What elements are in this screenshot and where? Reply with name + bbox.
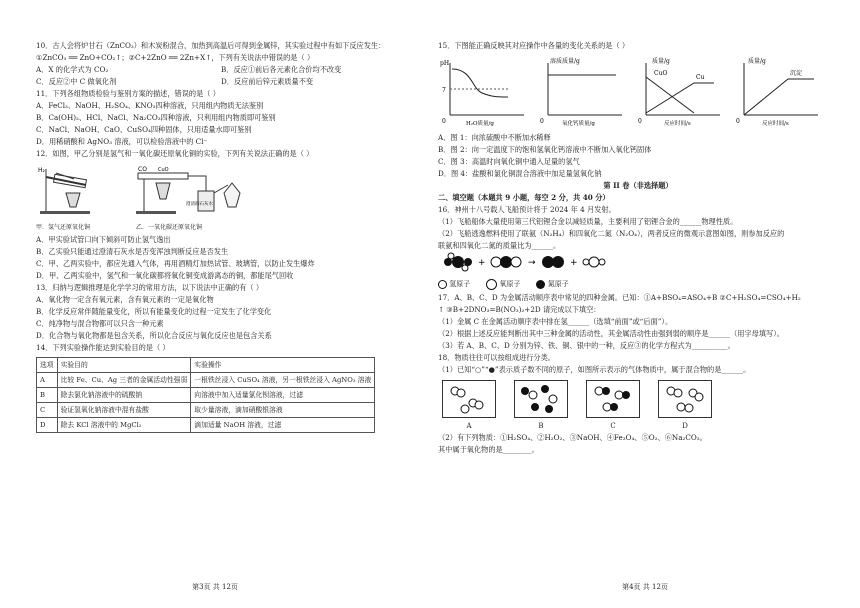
q10-a: A．X 的化学式为 CO₂ (36, 65, 109, 74)
table-header-row (37, 358, 375, 373)
q12-figures (36, 163, 406, 219)
q13-a: A．氧化物一定含有氧元素，含有氧元素的一定是氧化物 (36, 295, 214, 304)
legend-o-label: 氧原子 (499, 280, 521, 288)
q16-stem: 16．神州十八号载人飞船预计将于 2024 年 4 月发射。 (438, 205, 616, 214)
fig-limewater-label: 澄清的石灰水 (186, 202, 213, 207)
g1-seven: 7 (442, 87, 446, 94)
legend-h (438, 278, 470, 290)
table-row (37, 373, 375, 388)
q11-b: B．Ca(OH)₂、HCl、NaCl、Na₂CO₃四种溶液，只利用组内物质即可鉴别 (36, 113, 276, 122)
caption-h2: 甲．氢气还原氧化铜 (36, 224, 91, 231)
g2-ylabel: 溶质质量/g (550, 58, 580, 65)
q16-s3: 联氨和四氧化二氮的质量比为______。 (438, 241, 561, 250)
table-cell: 取少量溶液，滴加硝酸银溶液 (191, 403, 375, 418)
q11-stem: 11．下列各组物质检验与鉴别方案的描述，错误的是（ ） (36, 89, 220, 98)
q10-c: C．反应②中 C 做氧化剂 (36, 77, 117, 86)
q14-stem: 14．下列实验操作能达到实验目的是（ ） (36, 343, 170, 352)
g4-precipitate: 沉淀 (790, 70, 803, 77)
table-header: 选项 (37, 358, 58, 373)
table-header: 实验操作 (191, 358, 375, 373)
fig-cuo-label: CuO (158, 167, 169, 173)
table-cell: 一根铁丝浸入 CuSO₄ 溶液，另一根铁丝浸入 AgNO₃ 溶液 (191, 373, 375, 388)
q15-d: D．图 4：盐酸和氯化铜混合溶液中加足量氢氧化钠 (438, 169, 602, 178)
q18-s1: （1）已知“○”“●”表示质子数不同的原子，如图所示表示的气体物质中，属于混合物的是______。 (438, 365, 751, 374)
q13-b: B．化学反应常伴随能量变化，所以有能量变化的过程一定发生了化学变化 (36, 307, 272, 316)
q14-table (36, 357, 375, 433)
q11-a: A．FeCl₃、NaOH、H₂SO₄、KNO₃四种溶液，只用组内物质无法鉴别 (36, 101, 264, 110)
box-label: B (538, 422, 544, 430)
g1-zero: 0 (442, 118, 446, 125)
page-footer-right: 第4页 共 12页 (622, 583, 668, 591)
g4-xlabel: 反应时间/s (762, 121, 789, 127)
box-d (658, 380, 712, 418)
part-2-title: 第 II 卷（非选择题） (603, 181, 673, 190)
section-title: 二、填空题（本题共 9 小题，每空 2 分，共 40 分） (438, 193, 610, 202)
g3-ylabel: 质量/g (652, 58, 670, 65)
page-right (430, 0, 860, 608)
q12-c: C．甲、乙两实验中，都应先通入气体，再用酒精灯加热试管、玻璃管，以防止发生爆炸 (36, 259, 315, 268)
table-cell: 除去 KCl 溶液中的 MgCl₂ (57, 418, 191, 433)
g4-zero: 0 (736, 118, 740, 125)
q18-stem: 18．物质往往可以按组成进行分类。 (438, 353, 555, 362)
q10-stem: 10．古人会将炉甘石（ZnCO₃）和木炭粉混合，加热到高温后可得到金属锌，其实验过程中有如下反应发生： (36, 41, 386, 50)
q17-s2: （2）根据上述反应能判断出其中三种金属的活动性，其金属活动性由强到弱的顺序是______（用字母填写）。 (438, 329, 784, 338)
left-column (36, 40, 406, 433)
box-a (442, 380, 496, 418)
g3-zero: 0 (638, 118, 642, 125)
table-cell: A (37, 373, 58, 388)
q17-s3: （3）若 A、B、C、D 分别为锌、铁、铜、银中的一种，反应③的化学方程式为__________。 (438, 341, 735, 350)
q16-s2: （2）飞船逃逸燃料使用了联氨（N₂H₄）和四氧化二氮（N₂O₄），两者反应的微观示意图如图，则参加反应的 (438, 229, 785, 238)
q10-equations: ①ZnCO₃ ══ ZnO+CO₂↑；②C+2ZnO ══ 2Zn+X↑，下列有关说法中错误的是（ ） (36, 53, 315, 62)
g1-xlabel: H₂O质量/g (466, 121, 494, 127)
q13-stem: 13．归纳与逻辑推理是化学学习的常用方法，以下说法中正确的有（ ） (36, 283, 264, 292)
reaction-diagram (438, 252, 698, 272)
q13-c: C．纯净物与混合物都可以只含一种元素 (36, 319, 164, 328)
table-cell: 除去氯化钠溶液中的硫酸钠 (57, 388, 191, 403)
box-c (586, 380, 640, 418)
table-cell: 向溶液中加入适量氯化钡溶液，过滤 (191, 388, 375, 403)
q12-b: B．乙实验只能通过澄清石灰水是否变浑浊判断反应是否发生 (36, 247, 229, 256)
g3-xlabel: 反应时间/s (664, 121, 691, 127)
table-cell: 验证氢氧化钠溶液中混有盐酸 (57, 403, 191, 418)
g4-ylabel: 质量/g (748, 58, 766, 65)
q10-option-a (36, 64, 406, 76)
q17-s1: （1）金属 C 在金属活动顺序表中排在氢______（选填“前面”或“后面”）。 (438, 317, 673, 326)
q10-b: B．反应①前后各元素化合价均不改变 (221, 65, 342, 74)
table-row (37, 418, 375, 433)
graph-4 (732, 55, 824, 129)
q11-d: D．用稀硝酸和 AgNO₃ 溶液，可以检验溶液中的 Cl⁻ (36, 137, 208, 146)
g2-xlabel: 氧化钙质量/g (562, 121, 595, 127)
co-apparatus-figure (136, 163, 256, 219)
caption-co: 乙．一氧化碳还原氧化铜 (136, 224, 203, 231)
table-cell: 滴加适量 NaOH 溶液，过滤 (191, 418, 375, 433)
table-row (37, 388, 375, 403)
box-b (514, 380, 568, 418)
graph-1 (438, 55, 530, 129)
o-atom-icon (486, 279, 497, 290)
table-cell: D (37, 418, 58, 433)
q13-d: D．化合物与氧化物都是包含关系，所以化合反应与氧化反应也是包含关系 (36, 331, 272, 340)
n-atom-icon (536, 280, 545, 289)
q11-c: C．NaCl、NaOH、CaO、CuSO₄四种固体，只用适量水即可鉴别 (36, 125, 252, 134)
q12-a: A．甲实验试管口向下倾斜可防止氢气逸出 (36, 235, 171, 244)
right-column (438, 40, 838, 456)
svg-text:→: → (528, 258, 536, 268)
q12-captions (36, 222, 406, 234)
q17-stem: 17．A、B、C、D 为金属活动顺序表中常见的四种金属。已知：①A+BSO₄=ASO₄+B ②C+H₂SO₄=CSO₄+H₂ (438, 293, 801, 302)
g3-cu: Cu (696, 74, 705, 81)
graph-3 (634, 55, 726, 129)
q15-c: C．图 3：高温时向氧化铜中通入足量的氢气 (438, 157, 580, 166)
g2-zero: 0 (540, 118, 544, 125)
box-labels (442, 420, 838, 432)
table-header: 实验目的 (57, 358, 191, 373)
q12-d: D．甲、乙两实验中，氢气和一氧化碳都将氧化铜变成游离态的铜，都能尾气回收 (36, 271, 294, 280)
q10-option-c (36, 76, 406, 88)
q18-s3: 其中属于氧化物的是________。 (438, 445, 539, 454)
q17-l2: ↑ ③B+2DNO₃=B(NO₃)₂+2D 请完成以下填空： (438, 305, 601, 314)
table-cell: C (37, 403, 58, 418)
box-label: D (682, 422, 688, 430)
legend-o (486, 278, 520, 290)
table-cell: B (37, 388, 58, 403)
svg-text:+: + (570, 258, 578, 268)
graph-2 (536, 55, 628, 129)
atom-legend (438, 278, 838, 290)
q10-d: D．反应前后锌元素质量不变 (221, 77, 314, 86)
box-label: C (610, 422, 616, 430)
legend-n (536, 278, 568, 290)
legend-n-label: 氮原子 (547, 280, 569, 288)
g1-ylabel: pH (440, 60, 450, 67)
q15-a: A．图 1：向浓硫酸中不断加水稀释 (438, 133, 551, 142)
q16-s1: （1）飞船船体大量使用第三代铝锂合金以减轻质量，主要利用了铝锂合金的______物理性质。 (438, 217, 738, 226)
fig-co-label: CO (138, 166, 147, 173)
table-row (37, 403, 375, 418)
box-label: A (466, 422, 472, 430)
q18-s2: （2）有下列物质：①H₂SO₄、②H₂O₂、③NaOH、④Fe₃O₄、⑤O₂、⑥Na₂CO₃。 (438, 433, 707, 442)
q15-b: B．图 2：向一定温度下的饱和氢氧化钙溶液中不断加入氧化钙固体 (438, 145, 652, 154)
q15-graphs (438, 55, 838, 129)
hydrogen-apparatus-figure (36, 163, 126, 219)
table-cell: 比较 Fe、Cu、Ag 三者的金属活动性强弱 (57, 373, 191, 388)
molecule-boxes (442, 380, 838, 418)
h-atom-icon (438, 280, 447, 289)
fig-h2-label: H₂ (38, 167, 45, 174)
legend-h-label: 氢原子 (449, 280, 471, 288)
q12-stem: 12．如图，甲乙分别是氢气和一氧化碳还原氧化铜的实验，下列有关说法正确的是（ ） (36, 149, 314, 158)
svg-text:+: + (478, 258, 486, 268)
q15-stem: 15．下图能正确反映其对应操作中各量的变化关系的是（ ） (438, 41, 630, 50)
g3-cuo: CuO (654, 70, 668, 77)
page-footer-left: 第3页 共 12页 (192, 583, 238, 591)
